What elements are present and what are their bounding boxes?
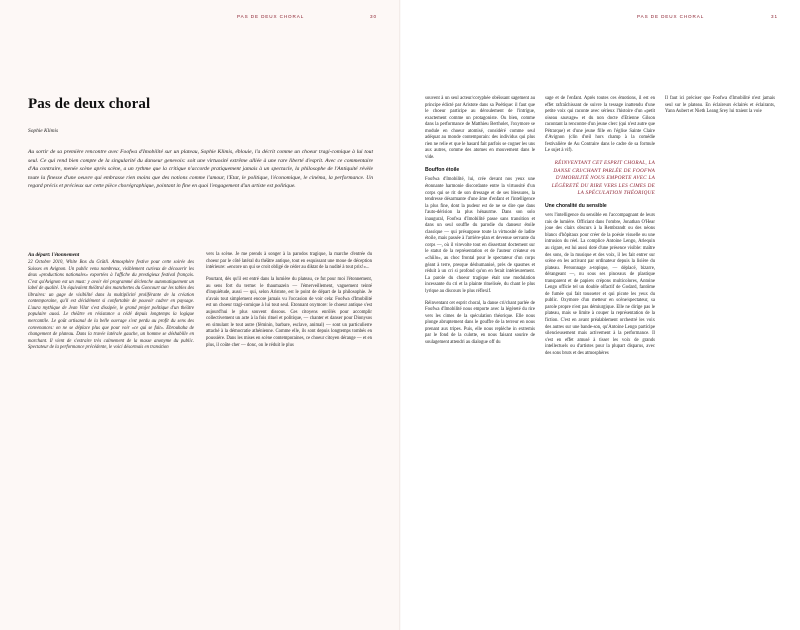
left-col1-paragraph-1: 22 Octobre 2010, White Box du Grütli. Atmosphère festive pour cette soirée des Suisses en Avignon. Un public venu nombreux, visiblement curieux de découvrir les deux «productions nationales» exportées à l'affiche du prestigieux festival français. C'est qu'Avignon est un must: y avoir été programmé déclenche automatiquement un label de qualité. Un équivalent théâtral des manchettes du Goncourt sur les tables des libraires: un gage de visibilité dans la multiplicité proliférante de la création contemporaine, qu'il est décidément si confortable de pouvoir cadrer en paysage. L'aura mythique de Jean Vilar s'est dissipée, le grand projet politique d'un théâtre populaire aussi. Le théâtre en résistance a cédé depuis longtemps la logique mercantile. Le goût artisanal de la belle ouvrage s'est perdu au profit du sens des convenances: on ne se déplace plus que pour voir «ce qui se fait». Ebrouhaha de changement de plateau. Dans la travée latérale gauche, un homme se déshabille en marchant. Il vient de s'extraire très calmement de la masse anonyme du public. Spectateur de la performance précédente, le voici désormais en transition bbox=[28, 260, 194, 351]
right-col3-paragraph-1: Il faut ici préciser que Foofwa d'Imobilité n'est jamais seul sur le plateau. En éclaireurs éclairés et éclairants, Yann Aubert et Nieth Leang Srey lui traient la voie bbox=[665, 96, 775, 115]
right-col1-paragraph-1: Foofwa d'Imobilité, lui, crée devant nos yeux une étonnante harmonie discordante entre la virtuosité d'un corps qui se rit de son dressage et de ses blessures, la tendresse désarmante d'une âme d'enfant et l'intelligence la plus fine, dont la pudeur est de ne se dire que dans l'auto-dérision la plus hénaurme. Dans son solo inaugural, Foofwa d'Imobilité passe sans transition et dans un seul souffle du parodie du danseur étoile classique — qui présuppose toute la virtuosité de ladite étoile, mais passée à l'arrière-plan et devenue servante du corps —, où il virevolte tout en dissertant doctement sur le statut de la représentation et de l'auteur créateur en «chiilo», au choc frontal pour le spectateur d'un corps géant à terre, presque déshumanisé, près de spasmes et réduit à un cri si profond qu'on en ferait intérieurement. La parole du choeur tragique était une modulation incessante du cri et la plainte rituelisée, du chant le plus lyrique au discours le plus réflexif. bbox=[425, 177, 535, 294]
left-col2-paragraph-2: Pourtant, dès qu'il est entré dans la lumière du plateau, ce fut pour moi l'étonnement, au sens fort du terme: le thaumazein — l'émerveillement, vaguement teinté d'inquiétude, aussi — qui, selon Aristote, est le point de départ de la philosophie. Je n'avais tout simplement encore jamais vu l'occasion de voir cela: Foofwa d'Imobilité est un choeur tragi-comique à lui tout seul. Etonnant oxymore: le choeur antique s'est aujourd'hui le plus souvent dissous. Ces citoyens enrôlés pour accomplir collectivement un acte à la fois rituel et politique, — chanter et danser pour Dionysos en simulant le tout autre (féminin, barbare, esclave, animal) — sont un particulierre attaché à la démocratie athénienne. Comme elle, ils sont depuis longtemps tombés en poussière. Dans les mises en scène contemporaines, ce choeur citoyen dérange — et en plus, il coûte cher — donc, on le réduit le plus bbox=[206, 277, 372, 348]
page-gutter bbox=[399, 0, 401, 630]
section-head-bouffon-etoile: Bouffon étoile bbox=[425, 166, 460, 173]
right-col2-paragraph-1: sage et de l'enfant. Après toutes ces émotions, il est en effet rafraîchissant de suivre la tessage inattendu d'une petite voix qui raconte avec sérieux l'histoire d'un «petit oiseau sauvage» et du non docte d'Etienne Gilson racontant la rencontre d'un jeune clerc (qui n'est autre que Pétrarque) et d'une jeune fille en l'église Sainte Claire d'Avignon (clin d'œil hors champ à la comédie festivalière de Au Contraire dans le cadre de sa formule Le sujet à vif). bbox=[545, 96, 655, 154]
folio-right: 31 bbox=[771, 14, 778, 19]
article-title: Pas de deux choral bbox=[28, 96, 151, 112]
section-head-choralite-sensible: Une choralité du sensible bbox=[545, 202, 607, 209]
running-head-left: PAS DE DEUX CHORAL bbox=[237, 14, 305, 19]
article-standfirst: Au sortir de sa première rencontre avec Foofwa d'Imobilité sur un plateau, Sophie Klimis, éblouie, l'a décrit comme un choeur tragi-comique à lui tout seul. Ce qui rend bien compte de la singularité du danseur genevois: soit une virtuosité extrême alliée à une rare liberté d'esprit. Avec ce commentaire d'Au contraire, menée scène après scène, a un rythme que la critique n'accorde pratiquement jamais à un spectacle, la philosophe de l'Antiquité révèle toute la finesse d'une oeuvre qui embrasse rien moins que des notions comme l'amour, l'Etat, le politique, l'économique, le cinéma, la performance. Un regard précis et précieux sur cette pièce chorégraphique, pointant in fine en quoi l'engagement d'un artiste est politique. bbox=[28, 149, 373, 190]
right-col1-lead-paragraph: souvent à un seul acteur/coryphée obéissant sagement au principe édicté par Aristote dans sa Poétique: il faut que le choeur participe au déroulement de l'intrigue, exactement comme un protagoniste. Ou bien, comme dans la performance de Matthieu Bertholet, l'oxymore se module en choeur atomisé, considéré comme seul adéquat au monde contemporain: des individus qui plus rien ne relie et que le hasard fait parfois se cogner les uns aux autres, comme des atomes en mouvement dans le vide. bbox=[425, 96, 535, 160]
right-col1-paragraph-2: Réinventant cet esprit choral, la danse cri/chant parlée de Foofwa d'Imobilité nous emporte avec la légèreté du rire vers les cimes de la spéculation théorique. Elle nous plonge abruptement dans le gouffre de la terreur en nous prenant aux tripes. Puis, elle nous replèche in extremis par le fond de la culotte, en nous faisant sourire de soulagement attendri au dialogue off du bbox=[425, 300, 535, 345]
pull-quote: RÉINVENTANT CET ESPRIT CHORAL, LA DANSE CRI/CHANT PARLÉE DE FOOFWA D'IMOBILITÉ NOUS EMPORTE AVEC LA LÉGÈRETÉ DU RIRE VERS LES CIMES DE LA SPÉCULATION THÉORIQUE bbox=[551, 160, 655, 196]
left-column-2 bbox=[206, 252, 372, 349]
right-column-1 bbox=[425, 96, 535, 346]
article-byline: Sophie Klimis bbox=[28, 128, 59, 134]
right-column-2 bbox=[545, 96, 655, 357]
folio-left: 30 bbox=[370, 14, 377, 19]
running-head-right: PAS DE DEUX CHORAL bbox=[637, 14, 705, 19]
subhead-au-depart: Au départ: l'étonnement bbox=[28, 252, 80, 258]
left-column-1 bbox=[28, 252, 194, 352]
right-col2-body-1: vers l'intelligence du sensible en l'accompagnant de leurs rais de lumière. Officiant dans l'ombre, Jonathan O'Hear joue des clairs obscurs à la Rembrandt ou des néons blancs d'hôpitaux pour créer de la poésie visuelle ou une intrusion du réel. La complice Antoine Lengo, Arlequin au cigare, est lui aussi doté d'une présence visible: maître des sons, de la musique et des voix, il les fait entrer sur scène en les activant par ordinateur depuis la lisière du plateau. Personnage a-topique, — déplacé, bizarre, dérangeant —, nu sous ses pinceaux de plastique transparent et de papiers crépons multicolores, Antoine Lengo officie tel un double olfactif de Godard, fantôme de fumée qui fait tousseter et qui picote les yeux du public. Oxymore d'un metteur en scène/spectateur, sa parole propre n'est pas démiurgique. Elle ne dirige pas le plateau, mais se limite à couper la représentation de la fiction. C'est en avant préalablement orchestré les voix des autres sur une bande-son, qu'Antoine Lengo participe silencieusement mais activement à la performance. Il s'est en effet amusé à tisser les voix de grands intellectuels ou d'artistes pour la plupart disparus, avec des sons bruts et des atmosphères bbox=[545, 213, 655, 356]
left-col2-paragraph-1: vers la scène. Je me prends à songer à la parodos tragique, la marche d'entrée du choeur par le côté latéral du théâtre antique, tout en esquissant une moue de déception intérieure: «encore un qui se croit obligé de céder au diktat de la nudité à tout prix!»... bbox=[206, 252, 372, 271]
right-column-3 bbox=[665, 96, 775, 116]
